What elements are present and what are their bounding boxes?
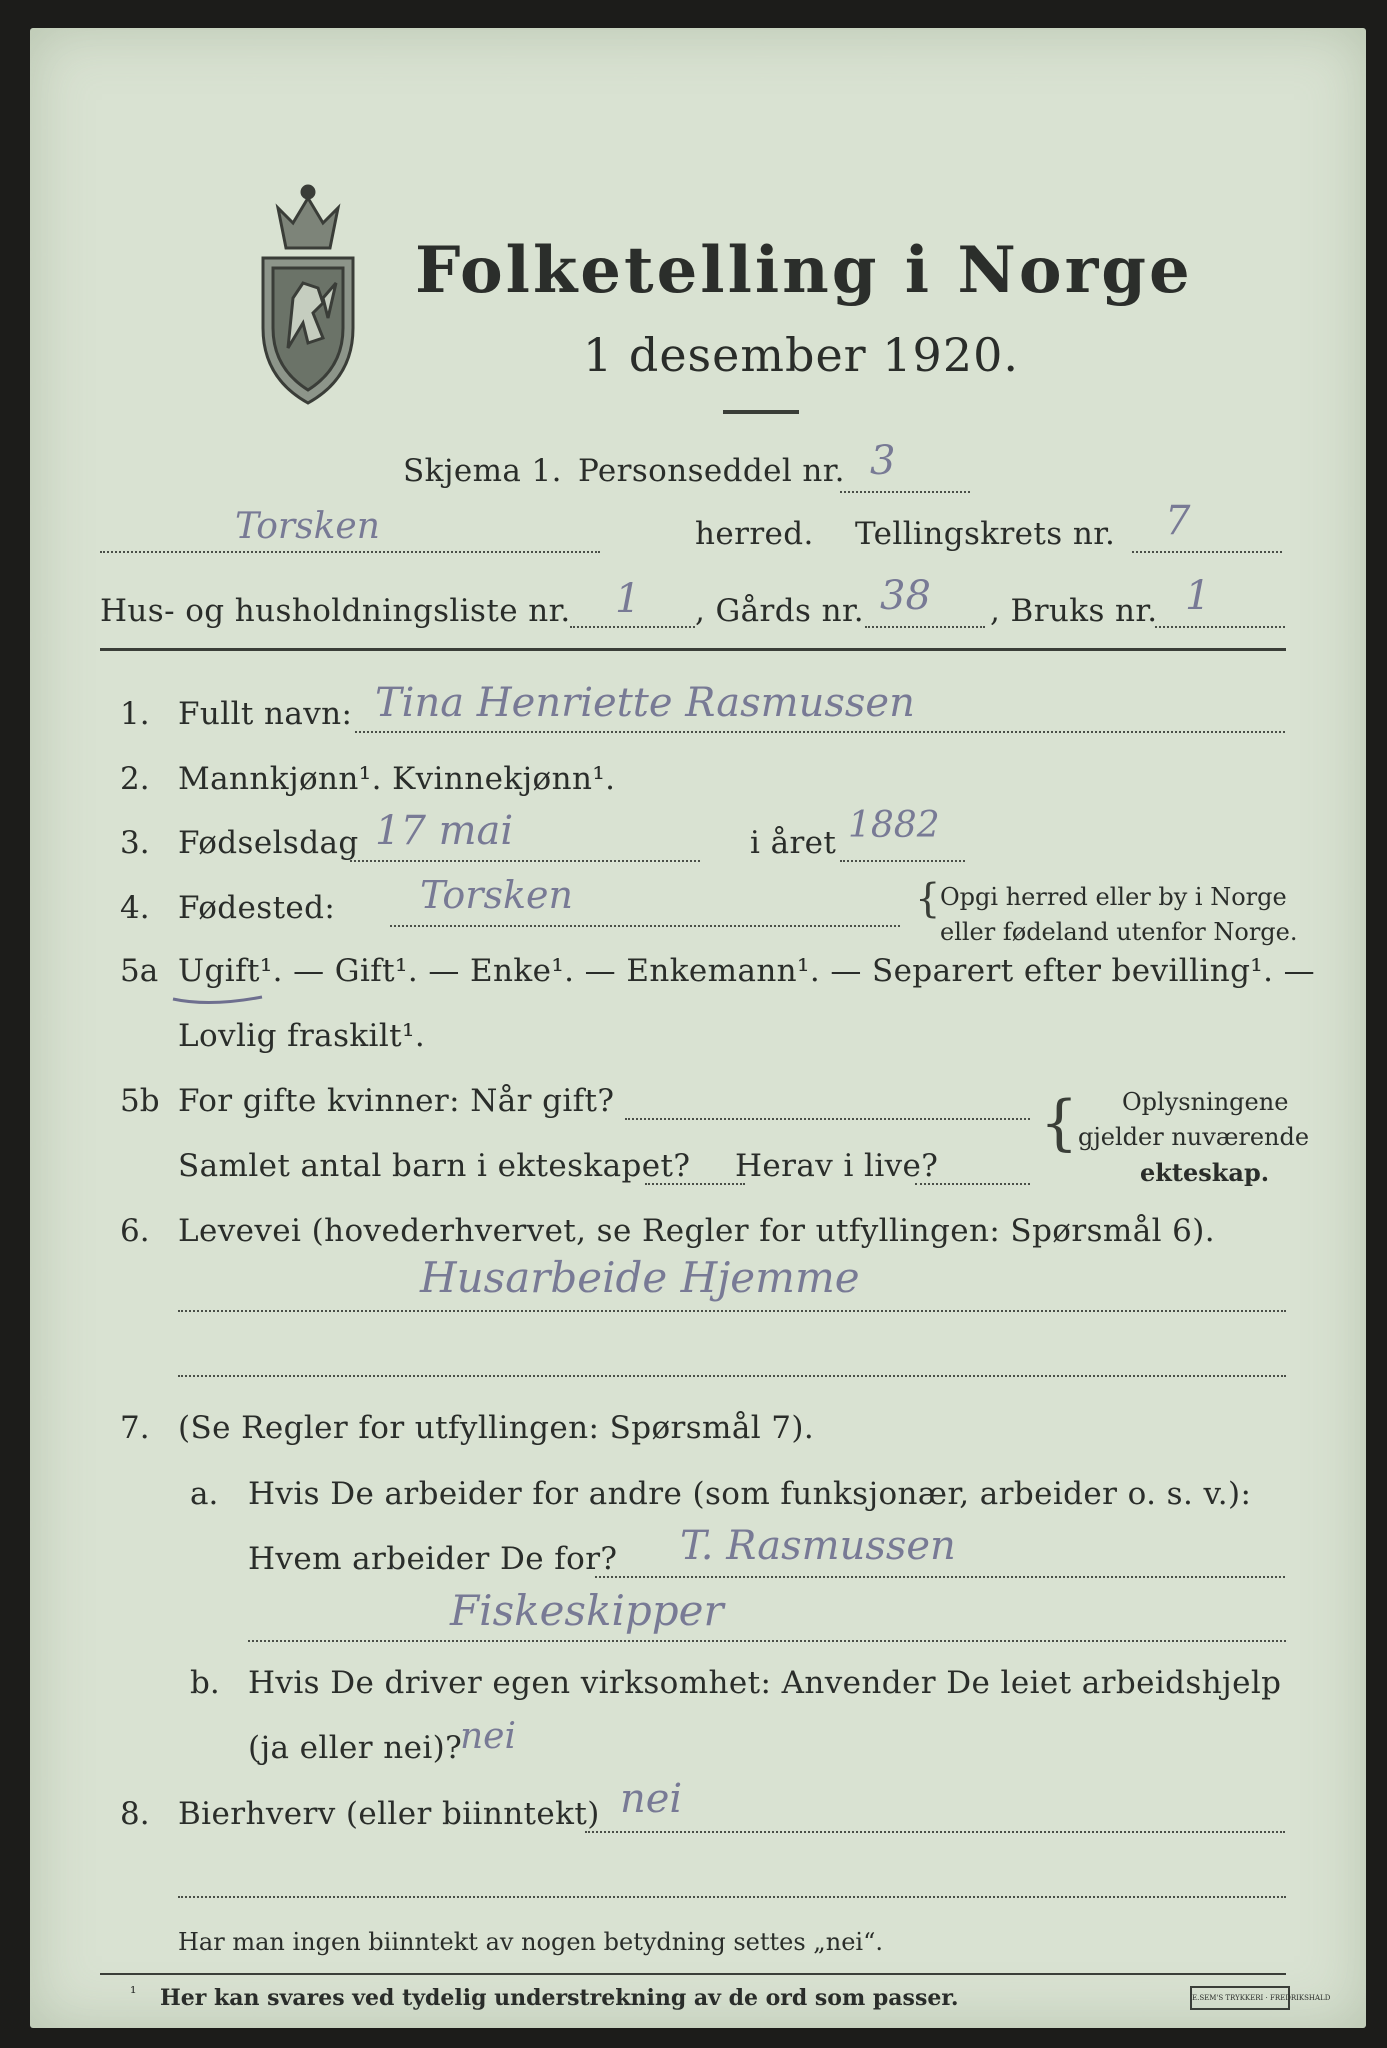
title-divider — [723, 410, 799, 414]
birth-year-label: i året — [750, 825, 837, 861]
marital-status-divorced[interactable]: Lovlig fraskilt¹. — [178, 1018, 426, 1054]
q5a-number: 5a — [120, 953, 159, 989]
printer-stamp: E.SEM'S TRYKKERI · FREDRIKSHALD — [1190, 1986, 1290, 2010]
full-name-value: Tina Henriette Rasmussen — [375, 680, 915, 726]
q4-number: 4. — [120, 890, 150, 926]
q7b-question: Hvis De driver egen virksomhet: Anvender De leiet arbeidshjelp — [248, 1665, 1282, 1701]
occupation-field-2[interactable] — [178, 1375, 1286, 1377]
q2-number: 2. — [120, 761, 150, 797]
herred-field[interactable] — [100, 551, 600, 553]
sex-options[interactable]: Mannkjønn¹. Kvinnekjønn¹. — [178, 761, 616, 797]
q7a-number: a. — [190, 1476, 219, 1512]
q7b-help-label: (ja eller nei)? — [248, 1730, 463, 1766]
q4-brace: { — [915, 876, 941, 922]
children-count-field[interactable] — [645, 1183, 745, 1185]
q1-label: Fullt navn: — [178, 696, 353, 732]
hus-label: Hus- og husholdningsliste nr. — [100, 593, 571, 629]
q3-number: 3. — [120, 825, 150, 861]
q7-number: 7. — [120, 1410, 150, 1446]
q5b-married-label: For gifte kvinner: Når gift? — [178, 1083, 615, 1119]
birth-year-value: 1882 — [848, 805, 940, 846]
hired-help-value: nei — [460, 1716, 517, 1757]
herred-value: Torsken — [235, 506, 380, 547]
side-income-value: nei — [620, 1776, 683, 1822]
children-alive-field[interactable] — [915, 1183, 1030, 1185]
q5b-number: 5b — [120, 1083, 160, 1119]
census-form — [30, 28, 1366, 2028]
q5b-brace: { — [1040, 1088, 1079, 1158]
personseddel-field[interactable] — [840, 491, 970, 493]
occupation-value: Husarbeide Hjemme — [420, 1253, 860, 1302]
bruks-label: , Bruks nr. — [990, 593, 1158, 629]
q5b-children-label: Samlet antal barn i ekteskapet? — [178, 1148, 691, 1184]
birth-year-field[interactable] — [840, 860, 965, 862]
employer-value: T. Rasmussen — [680, 1523, 956, 1569]
q4-note-1: Opgi herred eller by i Norge — [940, 883, 1287, 911]
q7a-question: Hvis De arbeider for andre (som funksjonær, arbeider o. s. v.): — [248, 1476, 1252, 1512]
full-name-field[interactable] — [355, 731, 1285, 733]
q6-label: Levevei (hovederhvervet, se Regler for utfyllingen: Spørsmål 6). — [178, 1213, 1216, 1249]
tellingskrets-value: 7 — [1165, 498, 1191, 544]
employer-value-2: Fiskeskipper — [450, 1586, 724, 1635]
footnote: Her kan svares ved tydelig understrekning av de ord som passer. — [160, 1985, 959, 2011]
employer-field-2[interactable] — [248, 1640, 1286, 1642]
form-subtitle: 1 desember 1920. — [583, 328, 1019, 382]
marital-status-options[interactable]: Ugift¹. — Gift¹. — Enke¹. — Enkemann¹. — Separert efter bevilling¹. — — [178, 953, 1316, 989]
employer-field[interactable] — [595, 1576, 1285, 1578]
gards-value: 38 — [880, 573, 931, 619]
gards-field[interactable] — [865, 626, 985, 628]
personseddel-value: 3 — [870, 438, 896, 484]
q3-label: Fødselsdag — [178, 825, 359, 861]
tellingskrets-label: Tellingskrets nr. — [855, 516, 1116, 552]
footer-note: Har man ingen biinntekt av nogen betydning settes „nei“. — [178, 1928, 883, 1956]
birthplace-field[interactable] — [390, 925, 900, 927]
header-rule — [100, 648, 1286, 651]
q6-number: 6. — [120, 1213, 150, 1249]
birthday-value: 17 mai — [375, 808, 514, 854]
q5b-note-2: gjelder nuværende — [1078, 1123, 1310, 1151]
side-income-field[interactable] — [585, 1831, 1285, 1833]
q8-label: Bierhverv (eller biinntekt) — [178, 1796, 600, 1832]
q7b-number: b. — [190, 1665, 220, 1701]
form-title: Folketelling i Norge — [415, 233, 1193, 308]
q7a-employer-label: Hvem arbeider De for? — [248, 1541, 618, 1577]
occupation-field-1[interactable] — [178, 1310, 1286, 1312]
married-when-field[interactable] — [625, 1118, 1030, 1120]
bruks-value: 1 — [1185, 573, 1211, 619]
norway-coat-of-arms-icon — [248, 178, 368, 408]
skjema-label: Skjema 1. — [403, 453, 562, 489]
herred-label: herred. — [695, 516, 814, 552]
gards-label: , Gårds nr. — [695, 593, 865, 629]
q7-label: (Se Regler for utfyllingen: Spørsmål 7). — [178, 1410, 815, 1446]
ugift-underline — [170, 991, 265, 1011]
personseddel-label: Personseddel nr. — [578, 453, 845, 489]
birthday-field[interactable] — [350, 860, 700, 862]
hus-value: 1 — [615, 576, 641, 622]
side-income-field-2[interactable] — [178, 1896, 1286, 1898]
footnote-mark: ¹ — [130, 1983, 137, 2002]
q4-note-2: eller fødeland utenfor Norge. — [940, 918, 1298, 946]
footer-rule — [100, 1973, 1286, 1975]
q8-number: 8. — [120, 1796, 150, 1832]
tellingskrets-field[interactable] — [1132, 551, 1282, 553]
birthplace-value: Torsken — [420, 873, 573, 917]
q4-label: Fødested: — [178, 890, 336, 926]
q5b-note-3: ekteskap. — [1140, 1158, 1270, 1187]
q5b-note-1: Oplysningene — [1122, 1088, 1289, 1116]
q5b-alive-label: Herav i live? — [735, 1148, 939, 1184]
q1-number: 1. — [120, 696, 150, 732]
bruks-field[interactable] — [1155, 626, 1285, 628]
hus-field[interactable] — [570, 626, 695, 628]
